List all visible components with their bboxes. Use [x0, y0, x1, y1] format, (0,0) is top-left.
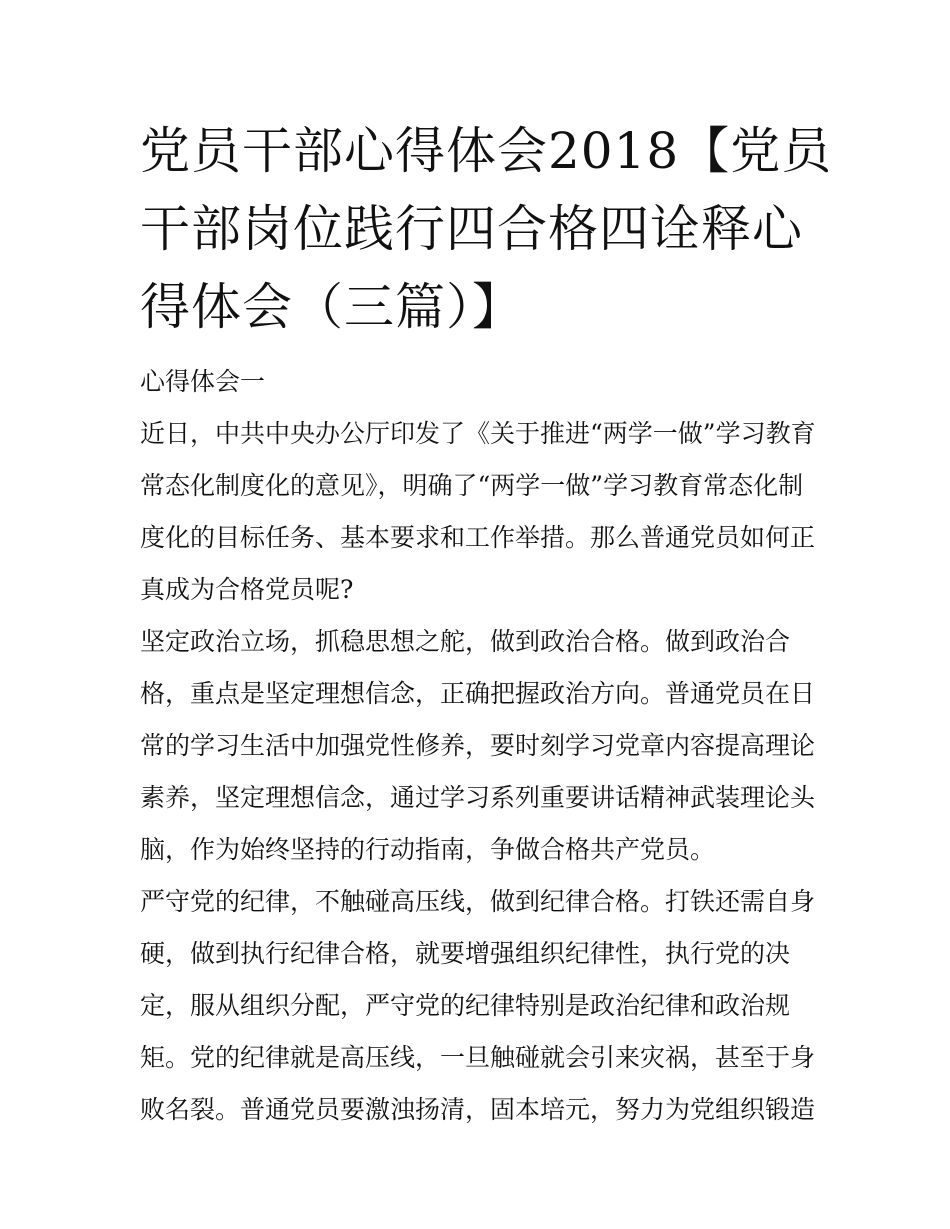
paragraph-line: 常的学习生活中加强党性修养，要时刻学习党章内容提高理论 — [140, 731, 816, 760]
paragraph-line: 真成为合格党员呢? — [140, 575, 354, 604]
title-line: 得体会（三篇）】 — [140, 278, 523, 336]
paragraph — [140, 616, 820, 876]
paragraph-line: 坚定政治立场，抓稳思想之舵，做到政治合格。做到政治合 — [140, 627, 791, 656]
document-body — [140, 356, 820, 1136]
paragraph-line: 格，重点是坚定理想信念，正确把握政治方向。普通党员在日 — [140, 679, 816, 708]
paragraph-line: 度化的目标任务、基本要求和工作举措。那么普通党员如何正 — [140, 523, 816, 552]
paragraph-line: 定，服从组织分配，严守党的纪律特别是政治纪律和政治规 — [140, 991, 791, 1020]
paragraph-line: 脑，作为始终坚持的行动指南，争做合格共产党员。 — [140, 835, 716, 864]
paragraph-line: 硬，做到执行纪律合格，就要增强组织纪律性，执行党的决 — [140, 939, 791, 968]
paragraph-line: 矩。党的纪律就是高压线，一旦触碰就会引来灾祸，甚至于身 — [140, 1043, 816, 1072]
paragraph-line: 严守党的纪律，不触碰高压线，做到纪律合格。打铁还需自身 — [140, 887, 816, 916]
section-heading: 心得体会一 — [140, 367, 266, 396]
title-line: 党员干部心得体会2018【党员 — [140, 122, 833, 180]
paragraph-line: 近日，中共中央办公厅印发了《关于推进“两学一做”学习教育 — [140, 419, 816, 448]
paragraph-line: 败名裂。普通党员要激浊扬清，固本培元，努力为党组织锻造 — [140, 1095, 816, 1124]
paragraph — [140, 408, 820, 616]
paragraph — [140, 876, 820, 1136]
paragraph-line: 常态化制度化的意见》，明确了“两学一做”学习教育常态化制 — [140, 471, 804, 500]
paragraph-line: 素养，坚定理想信念，通过学习系列重要讲话精神武装理论头 — [140, 783, 816, 812]
document-title — [140, 112, 833, 346]
title-line: 干部岗位践行四合格四诠释心 — [140, 200, 803, 258]
